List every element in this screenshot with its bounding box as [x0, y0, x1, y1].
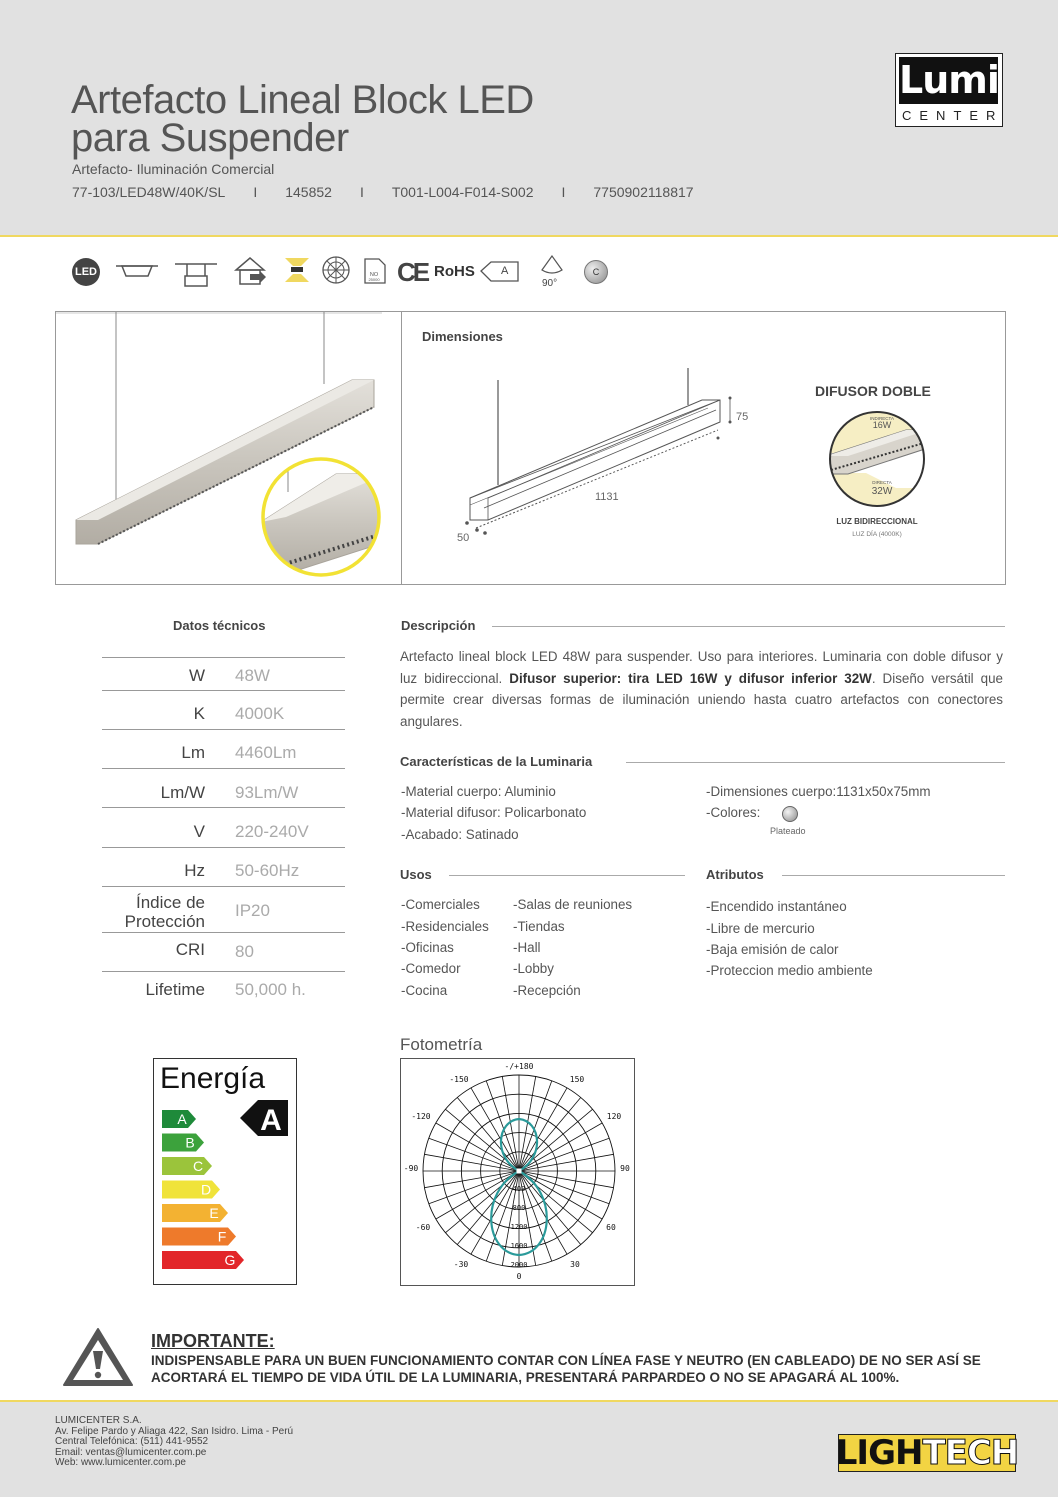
description-title: Descripción	[401, 618, 476, 633]
angle-label: 150	[569, 1075, 585, 1084]
section-divider	[782, 875, 1005, 876]
indirect-watt: 16W	[872, 420, 892, 430]
list-item: -Cocina	[401, 983, 448, 998]
intensity-label: 2000	[510, 1261, 528, 1269]
description-text	[400, 646, 1003, 732]
description-part1: Artefacto lineal block LED 48W para suspender. Uso para interiores. Luminaria con doble difusor y luz bidireccional.	[400, 649, 1003, 686]
svg-text:F: F	[217, 1228, 227, 1245]
section-divider	[492, 626, 1005, 627]
logo-lumi-text: Lumi	[899, 58, 999, 102]
ce-mark-icon: CE	[397, 257, 428, 287]
section-divider	[626, 762, 1005, 763]
energy-class-c	[162, 1157, 212, 1175]
indirect-label: INDIRECTA	[870, 416, 894, 421]
page-title-line1: Artefacto Lineal Block LED	[71, 78, 534, 122]
header-accent-line	[0, 235, 1058, 237]
lumicenter-logo	[895, 53, 1003, 127]
intensity-label: 400	[512, 1185, 526, 1193]
tech-value: 220-240V	[235, 822, 309, 841]
photometry-title: Fotometría	[400, 1035, 483, 1054]
luz-dia-label: LUZ DÍA (4000K)	[852, 531, 902, 538]
tech-label: V	[193, 822, 205, 841]
tech-label: W	[188, 666, 205, 685]
important-title: IMPORTANTE:	[151, 1331, 275, 1351]
energy-scale	[160, 1098, 292, 1270]
difusor-zoom-diagram	[826, 408, 928, 510]
no-uv-icon	[362, 252, 388, 288]
table-row	[102, 729, 345, 769]
angle-label: 90	[620, 1164, 630, 1173]
lightech-logo	[835, 1433, 1019, 1473]
angle-label: -90	[403, 1164, 419, 1173]
list-item: -Tiendas	[513, 919, 565, 934]
list-item: -Acabado: Satinado	[401, 827, 519, 842]
tech-label: Lifetime	[145, 980, 205, 999]
intensity-label: 1600	[510, 1242, 528, 1250]
svg-text:A: A	[177, 1111, 187, 1127]
energy-class-a-label: A	[501, 265, 509, 277]
svg-text:G: G	[224, 1252, 236, 1268]
code-separator: I	[561, 184, 566, 200]
lightech-logo-part2: TECH	[922, 1433, 1019, 1473]
recessed-fixture-icon	[114, 252, 160, 288]
list-item: -Colores:	[706, 805, 761, 820]
svg-text:NO: NO	[369, 272, 379, 278]
list-item: -Comedor	[401, 961, 461, 976]
dim-height-label: 75	[736, 411, 749, 423]
company-web: Web: www.lumicenter.com.pe	[55, 1457, 186, 1468]
direct-indirect-light-icon	[283, 252, 311, 288]
list-item: -Comerciales	[401, 897, 480, 912]
beam-angle-icon	[534, 252, 570, 278]
list-item: -Hall	[513, 940, 541, 955]
uses-title: Usos	[400, 867, 432, 882]
energy-class-e	[162, 1204, 228, 1222]
table-row	[102, 847, 345, 887]
list-item: -Salas de reuniones	[513, 897, 633, 912]
svg-text:B: B	[185, 1134, 195, 1151]
company-name: LUMICENTER S.A.	[55, 1415, 142, 1426]
angle-label: -60	[415, 1223, 431, 1232]
tech-label: K	[193, 704, 205, 723]
list-item: -Oficinas	[401, 940, 454, 955]
color-silver-icon: C	[584, 260, 608, 284]
table-row	[102, 807, 345, 848]
angle-label: -/+180	[504, 1062, 534, 1071]
list-item: -Recepción	[513, 983, 581, 998]
svg-text:25000: 25000	[368, 277, 380, 282]
dimensions-title: Dimensiones	[422, 329, 503, 344]
item-code: 145852	[285, 184, 332, 200]
tech-value: 4000K	[235, 704, 285, 723]
energy-title: Energía	[160, 1062, 266, 1095]
energy-rating-letter: A	[260, 1104, 282, 1137]
list-item: -Material difusor: Policarbonato	[401, 805, 587, 820]
warning-triangle-icon	[62, 1327, 134, 1387]
tech-value: 50-60Hz	[235, 861, 300, 880]
company-email: Email: ventas@lumicenter.com.pe	[55, 1446, 207, 1458]
angle-label: -30	[453, 1260, 469, 1269]
energy-class-g	[162, 1251, 244, 1269]
energy-class-a	[162, 1110, 196, 1128]
list-item: -Encendido instantáneo	[706, 899, 847, 914]
angle-label: 30	[570, 1260, 580, 1269]
list-item: -Residenciales	[401, 919, 489, 934]
tech-label: Lm	[181, 743, 205, 762]
silver-swatch-icon	[782, 806, 798, 822]
footer-accent-line	[0, 1400, 1058, 1402]
tech-value: 50,000 h.	[235, 980, 306, 999]
energy-class-f	[162, 1228, 236, 1246]
tech-label-line2: Protección	[124, 912, 205, 931]
tech-label: Lm/W	[160, 783, 205, 802]
tech-value: 93Lm/W	[235, 783, 299, 802]
energy-rating-arrow	[240, 1100, 288, 1137]
rohs-icon: RoHS	[434, 263, 475, 280]
angle-label: -150	[449, 1075, 469, 1084]
table-row	[102, 971, 345, 1002]
list-item: -Dimensiones cuerpo:1131x50x75mm	[706, 784, 931, 799]
tech-label: Hz	[184, 861, 205, 880]
list-item: -Material cuerpo: Aluminio	[401, 784, 556, 799]
page-title-line2: para Suspender	[71, 116, 349, 160]
important-text: INDISPENSABLE PARA UN BUEN FUNCIONAMIENTO CONTAR CON LÍNEA FASE Y NEUTRO (EN CABLEADO) DE NO SER ASÍ SE ACORTARÁ EL TIEMPO DE VIDA ÚTIL DE LA LUMINARIA, PRESENTARÁ PARPARDEO O NO SE APAGARÁ AL 100%.	[151, 1353, 981, 1385]
page-subtitle: Artefacto- Iluminación Comercial	[72, 161, 275, 177]
tech-value: 4460Lm	[235, 743, 297, 762]
angle-label: 120	[606, 1112, 622, 1121]
tech-value: 80	[235, 942, 254, 961]
family-code: T001-L004-F014-S002	[391, 184, 534, 200]
table-row	[102, 768, 345, 808]
luz-bidireccional-label: LUZ BIDIRECCIONAL	[836, 517, 918, 526]
attributes-title: Atributos	[706, 867, 764, 882]
angle-label: -120	[411, 1112, 431, 1121]
dim-length-label: 1131	[595, 491, 619, 503]
svg-text:D: D	[200, 1181, 212, 1198]
logo-center-text: CENTER	[902, 108, 1004, 123]
list-item: -Proteccion medio ambiente	[706, 963, 873, 978]
product-photo	[56, 312, 400, 584]
product-codes	[72, 184, 694, 200]
table-row	[102, 690, 345, 730]
company-info	[55, 1416, 293, 1469]
section-divider	[449, 875, 685, 876]
tech-label	[125, 893, 205, 931]
energy-class-a-icon	[480, 260, 520, 284]
list-item: -Libre de mercurio	[706, 921, 815, 936]
tech-value: IP20	[235, 901, 270, 920]
sku-code: 77-103/LED48W/40K/SL	[72, 184, 226, 200]
table-row	[102, 886, 345, 933]
barcode-number: 7750902118817	[593, 184, 694, 200]
features-title: Características de la Luminaria	[400, 754, 593, 769]
list-item: -Baja emisión de calor	[706, 942, 839, 957]
company-phone: Central Telefónica: (511) 441-9552	[55, 1436, 209, 1447]
table-row	[102, 657, 345, 691]
energy-class-d	[162, 1181, 220, 1199]
difusor-doble-title: DIFUSOR DOBLE	[815, 383, 931, 399]
feature-icon-strip	[70, 252, 630, 292]
svg-text:C: C	[192, 1158, 204, 1174]
tech-label-line1: Índice de	[136, 893, 205, 912]
angle-label: 60	[606, 1223, 616, 1232]
svg-text:E: E	[209, 1205, 219, 1221]
dim-width-label: 50	[457, 532, 470, 544]
table-row	[102, 932, 345, 972]
tech-value: 48W	[235, 666, 270, 685]
code-separator: I	[359, 184, 364, 200]
tech-data-title: Datos técnicos	[173, 618, 266, 633]
indoor-house-icon	[232, 252, 270, 288]
color-name: Plateado	[770, 826, 806, 836]
polar-diagram	[401, 1059, 634, 1285]
code-separator: I	[253, 184, 258, 200]
polar-center	[517, 1169, 522, 1174]
intensity-label: 1200	[510, 1223, 528, 1231]
description-bold: Difusor superior: tira LED 16W y difusor inferior 32W	[509, 670, 872, 686]
panel-divider	[401, 311, 402, 585]
company-address: Av. Felipe Pardo y Aliaga 422, San Isidro. Lima - Perú	[55, 1425, 294, 1437]
dimensions-drawing	[440, 360, 770, 560]
angle-label: 0	[516, 1272, 522, 1281]
diffuser-icon	[320, 252, 352, 288]
direct-label: DIRECTA	[872, 480, 892, 485]
tech-label: CRI	[175, 940, 205, 959]
intensity-label: 800	[512, 1204, 526, 1212]
beam-angle-label: 90°	[542, 278, 558, 289]
direct-watt: 32W	[871, 486, 893, 497]
led-badge-icon: LED	[72, 258, 100, 286]
list-item: -Lobby	[513, 961, 554, 976]
description-part2: . Diseño versátil que permite crear diversas formas de iluminación uniendo hasta cuatro artefactos con conectores angulares.	[400, 670, 1003, 729]
suspended-fixture-icon	[173, 252, 219, 292]
energy-class-b	[162, 1134, 204, 1152]
lightech-logo-part1: LIGH	[835, 1433, 923, 1473]
